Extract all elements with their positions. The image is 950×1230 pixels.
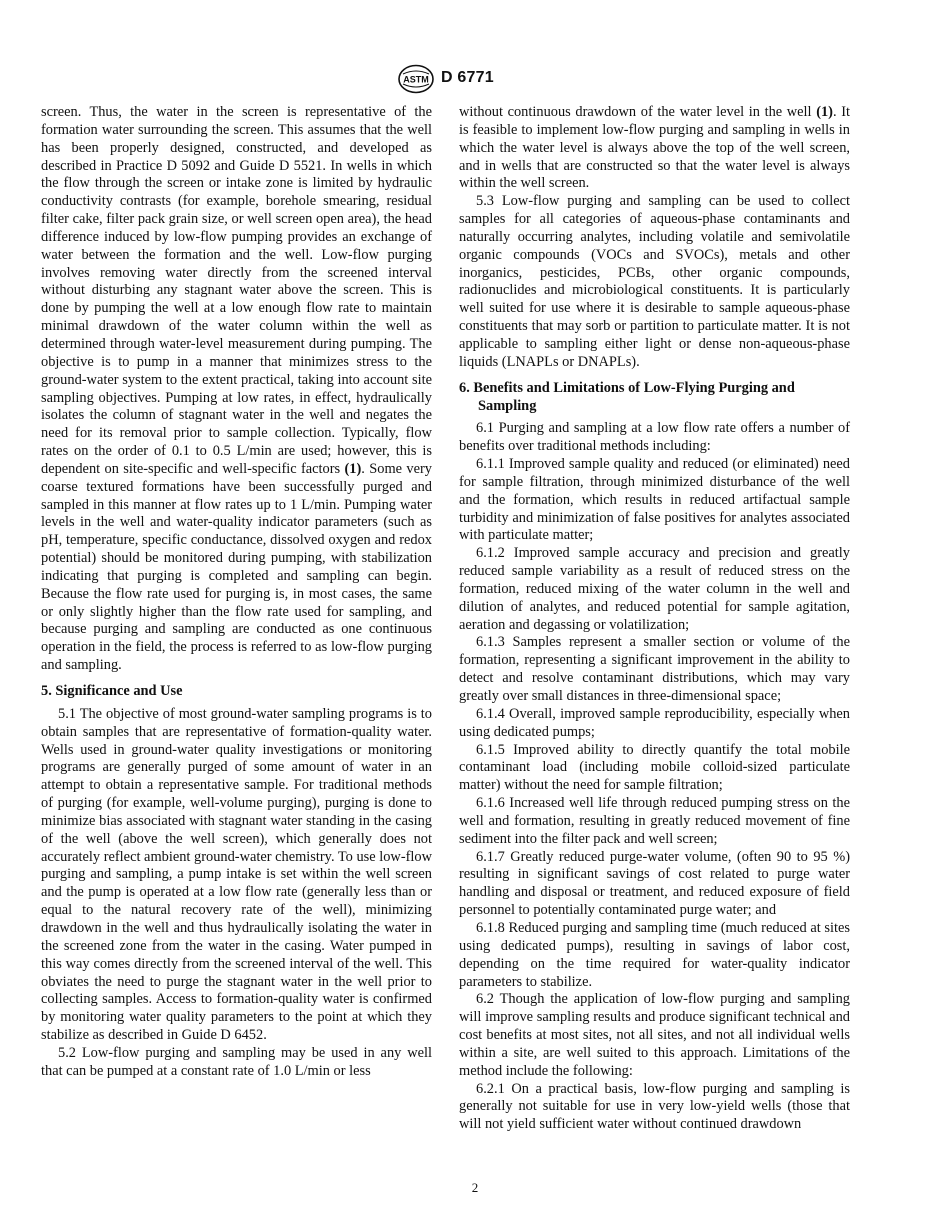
section-heading-6: 6. Benefits and Limitations of Low-Flying Purging and Sampling <box>459 379 795 414</box>
paragraph-continued <box>41 104 432 675</box>
paragraph-5-3: 5.3 Low-flow purging and sampling can be used to collect samples for all categories of aqueous-phase contaminants and naturally occurring analytes, including volatile and semivolatile organic compounds (VOCs and SVOCs), metals and other inorganics, pesticides, PCBs, other organic compounds, radionuclides and microbiological constituents. It is particularly well suited for use where it is desirable to sample aqueous-phase constituents that may sorb or partition to particulate matter. It is not applicable to sampling either light or dense non-aqueous-phase liquids (LNAPLs or DNAPLs). <box>459 193 850 370</box>
left-column <box>41 104 432 1081</box>
paragraph-6-1: 6.1 Purging and sampling at a low flow rate offers a number of benefits over traditional methods including: <box>459 420 850 455</box>
paragraph-6-1-3: 6.1.3 Samples represent a smaller section or volume of the formation, representing a significant improvement in the ability to detect and resolve contaminant distributions, which may vary greatly over small distances in three-dimensional space; <box>459 634 850 704</box>
section-heading-5: 5. Significance and Use <box>41 683 183 699</box>
reference-citation: (1) <box>816 104 833 120</box>
paragraph-5-1: 5.1 The objective of most ground-water sampling programs is to obtain samples that are representative of formation-quality water. Wells used in ground-water quality investigations or monitoring programs are generally purged of some amount of water in an attempt to obtain a representative sample. For traditional methods of purging (for example, well-volume purging), purging is done to minimize bias associated with stagnant water standing in the casing of the well (above the well screen), which generally does not accurately reflect ambient ground-water chemistry. To use low-flow purging and sampling, a pump intake is set within the well screen and the pump is operated at a low flow rate (generally less than or equal to the natural recovery rate of the well), minimizing drawdown in the well and thus hydraulically isolating the water in the screened zone from the water in the casing. Water pumped in this way comes directly from the screened interval of the well. This obviates the need to purge the stagnant water in the well prior to collecting samples. Access to formation-quality water is confirmed by monitoring water quality parameters to the point at which they stabilize as described in Guide D 6452. <box>41 705 432 1044</box>
paragraph-6-1-8: 6.1.8 Reduced purging and sampling time (much reduced at sites using dedicated pumps), resulting in savings of labor cost, depending on the time required for water-quality indicator parameters to stabilize. <box>459 919 850 990</box>
paragraph-text: . It is feasible to implement low-flow purging and sampling in wells in which the water level is always above the top of the well screen, and in wells that are constructed so that the water level is always within the well screen. <box>459 104 850 192</box>
page-number: 2 <box>471 1180 479 1195</box>
paragraph-6-1-2: 6.1.2 Improved sample accuracy and precision and greatly reduced sample variability as a result of reduced stress on the formation, reduced mixing of the water column in the well and dilution of analytes, and reduced potential for sample agitation, aeration and degassing or volatilization; <box>459 545 850 633</box>
paragraph-6-1-6: 6.1.6 Increased well life through reduced pumping stress on the well and formation, resulting in greatly reduced movement of fine sediment into the filter pack and well screen; <box>459 795 850 847</box>
paragraph-6-1-5: 6.1.5 Improved ability to directly quantify the total mobile contaminant load (including mobile colloid-sized particulate matter) without the need for sample filtration; <box>459 741 850 794</box>
astm-logo-icon <box>397 64 435 94</box>
right-column <box>459 104 850 1134</box>
paragraph-5-2: 5.2 Low-flow purging and sampling may be used in any well that can be pumped at a constant rate of 1.0 L/min or less <box>41 1044 432 1079</box>
paragraph-text: screen. Thus, the water in the screen is representative of the formation water surrounding the screen. This assumes that the well has been properly designed, constructed, and developed as described in Practice D 5092 and Guide D 5521. In wells in which the flow through the screen or intake zone is limited by hydraulic conductivity contrasts (for example, borehole smearing, residual filter cake, filter pack grain size, or well screen open area), the head difference induced by low-flow pumping provides an exchange of water between the formation and the well. Low-flow purging involves removing water directly from the screened interval without disturbing any stagnant water above the screen. This is done by pumping the well at a low enough flow rate to maintain minimal drawdown of the water column within the well as determined through water-level measurement during pumping. The objective is to pump in a manner that minimizes stress to the ground-water system to the extent practical, taking into account site sampling objectives. Pumping at low rates, in effect, hydraulically isolates the column of stagnant water in the well and negates the need for its removal prior to sample collection. Typically, flow rates on the order of 0.1 to 0.5 L/min are used; however, this is dependent on site-specific and well-specific factors <box>41 104 432 477</box>
standard-designation: D 6771 <box>441 69 494 86</box>
reference-citation: (1) <box>344 460 362 477</box>
paragraph-text: . Some very coarse textured formations have been successfully purged and sampled in this manner at flow rates up to 1 L/min. Pumping water levels in the well and water-quality indicator parameters (such as pH, temperature, specific conductance, dissolved oxygen and redox potential) should be monitored during pumping, with stabilization indicating that purging is completed and sampling can begin. Because the flow rate used for purging is, in most cases, the same or only slightly higher than the flow rate used for sampling, and because purging and sampling are conducted as one continuous operation in the field, the process is referred to as low-flow purging and sampling. <box>41 460 432 674</box>
paragraph-6-2-1: 6.2.1 On a practical basis, low-flow purging and sampling is generally not suitable for use in very low-yield wells (those that will not yield sufficient water without continued drawdown <box>459 1080 850 1133</box>
page-header <box>0 64 950 96</box>
paragraph-6-1-4: 6.1.4 Overall, improved sample reproducibility, especially when using dedicated pumps; <box>459 705 850 740</box>
paragraph-5-2-continued <box>459 104 850 193</box>
paragraph-text: without continuous drawdown of the water level in the well <box>459 104 817 120</box>
paragraph-6-1-7: 6.1.7 Greatly reduced purge-water volume, (often 90 to 95 %) resulting in significant savings of cost related to purge water handling and disposal or treatment, and reduced exposure of field personnel to potentially contaminated purge water; and <box>459 848 850 919</box>
astm-logo-text: ASTM <box>403 74 429 85</box>
paragraph-6-1-1: 6.1.1 Improved sample quality and reduced (or eliminated) need for sample filtration, through minimized disturbance of the well and the formation, which results in reduced artifactual sample turbidity and minimization of false positives for analytes associated with particulate matter; <box>459 456 850 544</box>
paragraph-6-2: 6.2 Though the application of low-flow purging and sampling will improve sampling results and produce significant technical and cost benefits at most sites, not all sites, and not all individual wells within a site, are well suited to this approach. Limitations of the method include the following: <box>459 991 850 1079</box>
